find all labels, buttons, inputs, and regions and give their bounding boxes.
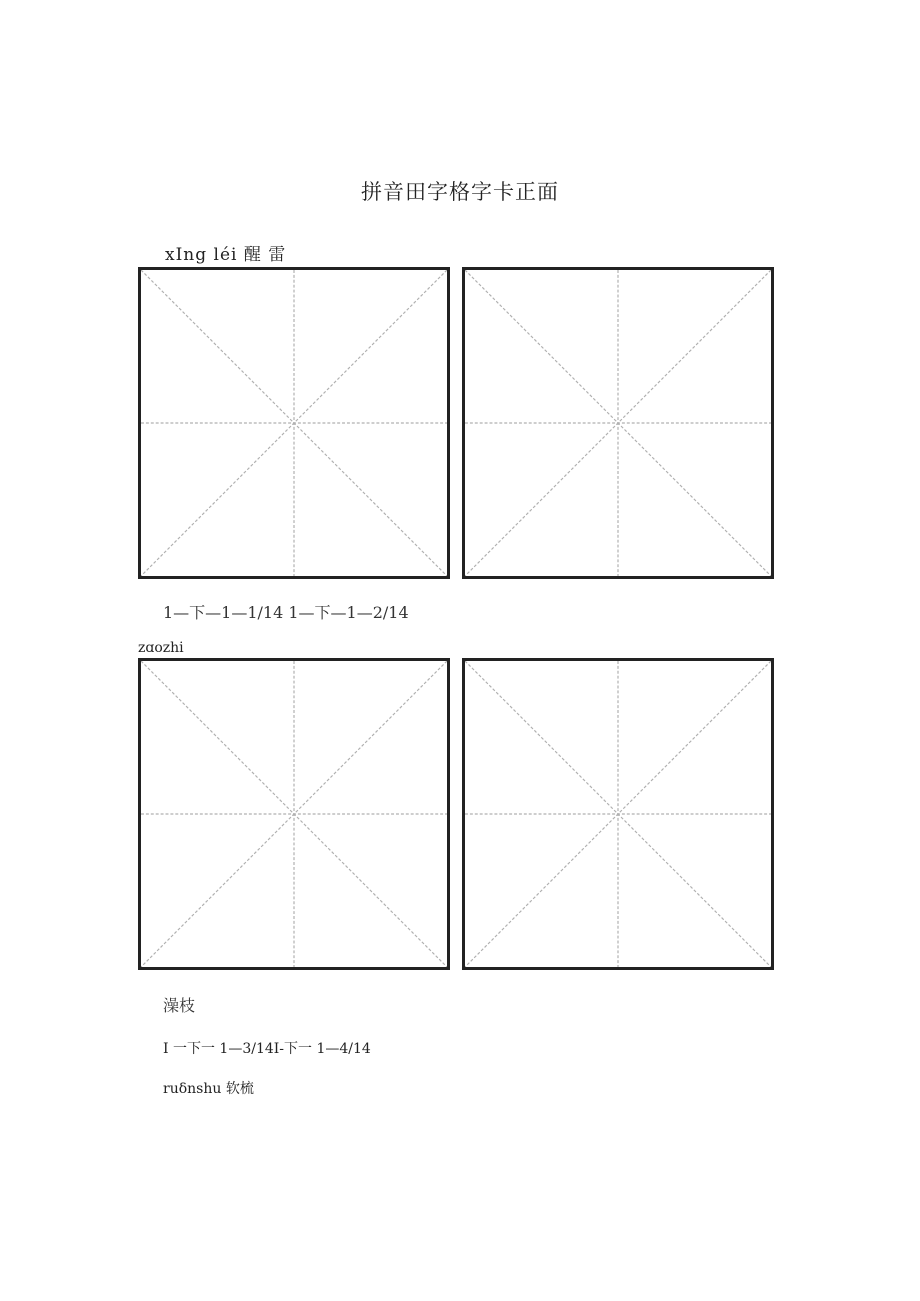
writing-grid-4 [462, 658, 774, 970]
writing-grid-3 [138, 658, 450, 970]
writing-grid-1 [138, 267, 450, 579]
page-title: 拼音田字格字卡正面 [361, 180, 559, 204]
card-2-pinyin: zɑozhi [138, 640, 184, 656]
card-3-pinyin: ruδnshu 软梳 [163, 1081, 254, 1097]
card-2-page-label: I 一下一 1—3/14I-下一 1—4/14 [163, 1041, 371, 1057]
writing-grid-2 [462, 267, 774, 579]
card-1-page-label: 1—下—1—1/14 1—下—1—2/14 [163, 603, 409, 622]
card-2-hanzi: 澡枝 [163, 996, 196, 1015]
card-1-pinyin: xIng léi 醒 雷 [165, 245, 287, 265]
